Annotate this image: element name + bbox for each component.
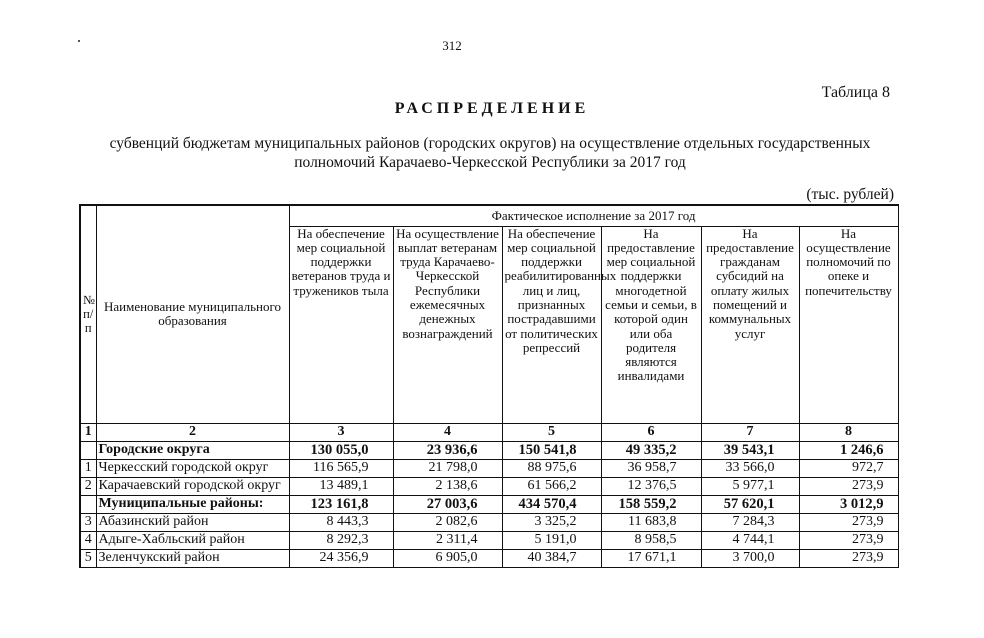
header-col-6: На предоставление мер социальной поддержки многодетной семьи и семьи, в которой один или оба родителя являются инвалидами	[601, 226, 701, 423]
row-number: 1	[80, 459, 96, 477]
header-col-7: На предоставление гражданам субсидий на оплату жилых помещений и коммунальных услуг	[701, 226, 799, 423]
header-actual-execution: Фактическое исполнение за 2017 год	[289, 205, 898, 226]
row-number: 2	[80, 477, 96, 495]
header-row-group	[80, 205, 898, 226]
cell-col-4: 2 311,4	[393, 531, 502, 549]
row-name: Абазинский район	[96, 513, 289, 531]
row-name: Муниципальные районы:	[96, 495, 289, 513]
cell-col-7: 39 543,1	[701, 441, 799, 459]
table-body	[80, 441, 898, 567]
row-number: 4	[80, 531, 96, 549]
column-number: 7	[701, 423, 799, 441]
table-group-row	[80, 441, 898, 459]
row-name: Черкесский городской округ	[96, 459, 289, 477]
column-number: 1	[80, 423, 96, 441]
cell-col-5: 40 384,7	[502, 549, 601, 567]
table-label: Таблица 8	[821, 84, 890, 101]
cell-col-8: 273,9	[799, 477, 898, 495]
cell-col-3: 24 356,9	[289, 549, 393, 567]
subsidy-table	[79, 204, 899, 568]
cell-col-6: 11 683,8	[601, 513, 701, 531]
header-col-8: На осуществление полномочий по опеке и попечительству	[799, 226, 898, 423]
page-number: 312	[442, 38, 462, 53]
row-name: Городские округа	[96, 441, 289, 459]
cell-col-7: 33 566,0	[701, 459, 799, 477]
cell-col-4: 23 936,6	[393, 441, 502, 459]
cell-col-4: 27 003,6	[393, 495, 502, 513]
cell-col-4: 21 798,0	[393, 459, 502, 477]
cell-col-8: 972,7	[799, 459, 898, 477]
header-col-4: На осуществление выплат ветеранам труда Карачаево-Черкесской Республики ежемесячных денежных вознаграждений	[393, 226, 502, 423]
column-number: 2	[96, 423, 289, 441]
subtitle-line-1: субвенций бюджетам муниципальных районов (городских округов) на осуществление отдельных государственных	[109, 135, 871, 152]
document-title: РАСПРЕДЕЛЕНИЕ	[394, 100, 590, 117]
column-number: 4	[393, 423, 502, 441]
column-number: 5	[502, 423, 601, 441]
cell-col-8: 273,9	[799, 549, 898, 567]
cell-col-5: 5 191,0	[502, 531, 601, 549]
cell-col-5: 3 325,2	[502, 513, 601, 531]
row-name: Адыге-Хабльский район	[96, 531, 289, 549]
cell-col-5: 61 566,2	[502, 477, 601, 495]
cell-col-7: 3 700,0	[701, 549, 799, 567]
header-col-3: На обеспечение мер социальной поддержки ветеранов труда и тружеников тыла	[289, 226, 393, 423]
cell-col-5: 150 541,8	[502, 441, 601, 459]
cell-col-6: 17 671,1	[601, 549, 701, 567]
cell-col-3: 8 292,3	[289, 531, 393, 549]
cell-col-4: 2 082,6	[393, 513, 502, 531]
cell-col-6: 158 559,2	[601, 495, 701, 513]
cell-col-5: 88 975,6	[502, 459, 601, 477]
row-number	[80, 441, 96, 459]
column-numbers-row	[80, 423, 898, 441]
cell-col-7: 4 744,1	[701, 531, 799, 549]
column-number: 3	[289, 423, 393, 441]
cell-col-7: 7 284,3	[701, 513, 799, 531]
row-name: Карачаевский городской округ	[96, 477, 289, 495]
row-number: 3	[80, 513, 96, 531]
row-number	[80, 495, 96, 513]
table-row	[80, 549, 898, 567]
table-row	[80, 531, 898, 549]
row-name: Зеленчукский район	[96, 549, 289, 567]
cell-col-8: 273,9	[799, 513, 898, 531]
cell-col-3: 116 565,9	[289, 459, 393, 477]
row-number: 5	[80, 549, 96, 567]
cell-col-7: 5 977,1	[701, 477, 799, 495]
cell-col-6: 12 376,5	[601, 477, 701, 495]
column-number: 6	[601, 423, 701, 441]
table-group-row	[80, 495, 898, 513]
cell-col-8: 1 246,6	[799, 441, 898, 459]
cell-col-8: 3 012,9	[799, 495, 898, 513]
cell-col-8: 273,9	[799, 531, 898, 549]
table-row	[80, 513, 898, 531]
cell-col-3: 8 443,3	[289, 513, 393, 531]
document-subtitle	[90, 134, 890, 172]
units-label: (тыс. рублей)	[806, 186, 894, 203]
cell-col-3: 13 489,1	[289, 477, 393, 495]
cell-col-6: 36 958,7	[601, 459, 701, 477]
cell-col-6: 8 958,5	[601, 531, 701, 549]
header-col-5: На обеспечение мер социальной поддержки реабилитированных лиц и лиц, признанных пострадавшими от политических репрессий	[502, 226, 601, 423]
cell-col-3: 123 161,8	[289, 495, 393, 513]
cell-col-7: 57 620,1	[701, 495, 799, 513]
subtitle-line-2: полномочий Карачаево-Черкесской Республики за 2017 год	[294, 154, 686, 171]
header-number: № п/ п	[80, 205, 96, 423]
header-name: Наименование муниципального образования	[96, 205, 289, 423]
cell-col-4: 2 138,6	[393, 477, 502, 495]
cell-col-5: 434 570,4	[502, 495, 601, 513]
table-row	[80, 477, 898, 495]
column-number: 8	[799, 423, 898, 441]
cell-col-4: 6 905,0	[393, 549, 502, 567]
table-row	[80, 459, 898, 477]
cell-col-3: 130 055,0	[289, 441, 393, 459]
cell-col-6: 49 335,2	[601, 441, 701, 459]
